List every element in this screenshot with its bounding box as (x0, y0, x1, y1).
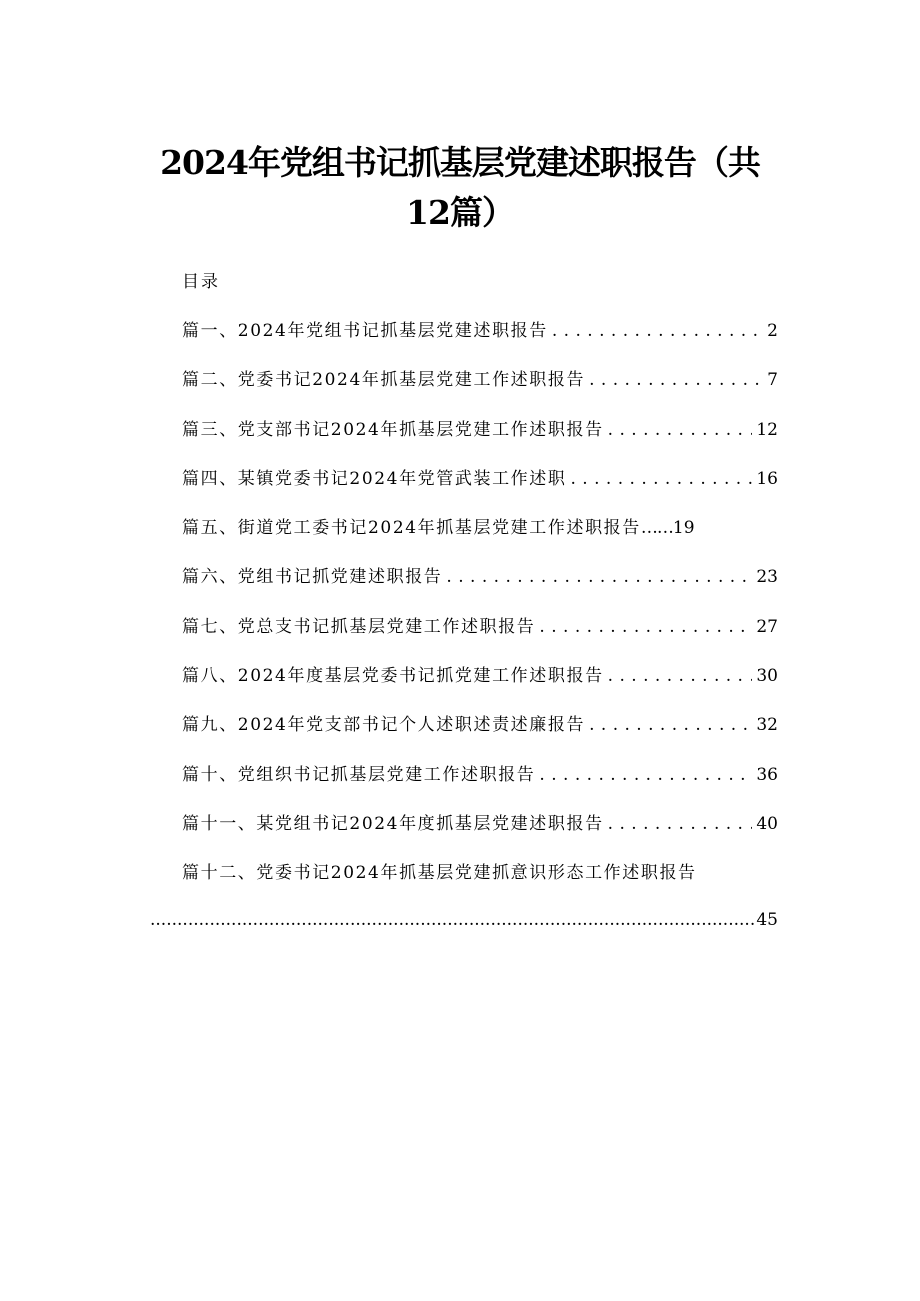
toc-entry-page: 27 (756, 616, 778, 637)
dot-leader (552, 319, 763, 343)
dot-leader (608, 664, 753, 688)
toc-entry-label: 篇三、党支部书记2024年抓基层党建工作述职报告 (182, 419, 604, 440)
toc-entry-label: 篇十二、党委书记2024年抓基层党建抓意识形态工作述职报告 (182, 863, 697, 884)
toc-entry-label: 篇四、某镇党委书记2024年党管武装工作述职 (182, 468, 567, 489)
toc-entry-page: 2 (767, 321, 778, 341)
dot-leader (570, 467, 752, 491)
dot-leader (446, 565, 752, 589)
toc-entry-label: 篇七、党总支书记抓基层党建工作述职报告 (182, 616, 536, 637)
dot-leader (150, 908, 756, 932)
ellipsis-leader: …… (640, 518, 673, 539)
toc-entry-10[interactable] (182, 763, 778, 812)
dot-leader (539, 763, 752, 787)
dot-leader (589, 713, 752, 737)
table-of-contents (182, 319, 778, 910)
toc-entry-6[interactable] (182, 565, 778, 614)
toc-entry-label: 篇六、党组书记抓党建述职报告 (182, 567, 443, 588)
toc-entry-page: 32 (756, 715, 778, 736)
dot-leader (608, 812, 753, 836)
toc-entry-12-continuation[interactable] (150, 908, 778, 932)
toc-entry-label: 篇二、党委书记2024年抓基层党建工作述职报告 (182, 370, 586, 391)
dot-leader (589, 368, 763, 392)
toc-entry-label: 篇一、2024年党组书记抓基层党建述职报告 (182, 321, 548, 341)
title-line-1: 2024年党组书记抓基层党建述职报告（共 (160, 143, 760, 182)
toc-entry-page: 7 (767, 370, 778, 391)
toc-entry-page: 12 (756, 419, 778, 440)
toc-entry-page: 45 (756, 910, 778, 930)
dot-leader (539, 615, 752, 639)
toc-entry-3[interactable] (182, 418, 778, 467)
toc-entry-label: 篇八、2024年度基层党委书记抓党建工作述职报告 (182, 666, 604, 687)
toc-entry-7[interactable] (182, 615, 778, 664)
toc-entry-page: 30 (756, 666, 778, 687)
toc-entry-11[interactable] (182, 812, 778, 861)
document-title (100, 138, 820, 238)
title-line-2: 12篇） (406, 193, 514, 232)
toc-entry-12[interactable] (182, 861, 778, 910)
toc-entry-2[interactable] (182, 368, 778, 417)
toc-entry-label: 篇十、党组织书记抓基层党建工作述职报告 (182, 764, 536, 785)
toc-entry-page: 40 (756, 813, 778, 834)
toc-entry-label: 篇九、2024年党支部书记个人述职述责述廉报告 (182, 715, 586, 736)
toc-entry-page: 23 (756, 567, 778, 588)
toc-entry-5[interactable] (182, 516, 778, 565)
toc-entry-page: 19 (672, 518, 695, 539)
toc-heading: 目录 (182, 272, 220, 292)
toc-entry-1[interactable] (182, 319, 778, 368)
toc-entry-page: 36 (756, 764, 778, 785)
dot-leader (608, 418, 753, 442)
toc-entry-8[interactable] (182, 664, 778, 713)
toc-entry-label: 篇五、街道党工委书记2024年抓基层党建工作述职报告 (182, 518, 641, 539)
toc-entry-page: 16 (756, 468, 778, 489)
toc-entry-label: 篇十一、某党组书记2024年度抓基层党建述职报告 (182, 813, 604, 834)
toc-entry-9[interactable] (182, 713, 778, 762)
toc-entry-4[interactable] (182, 467, 778, 516)
